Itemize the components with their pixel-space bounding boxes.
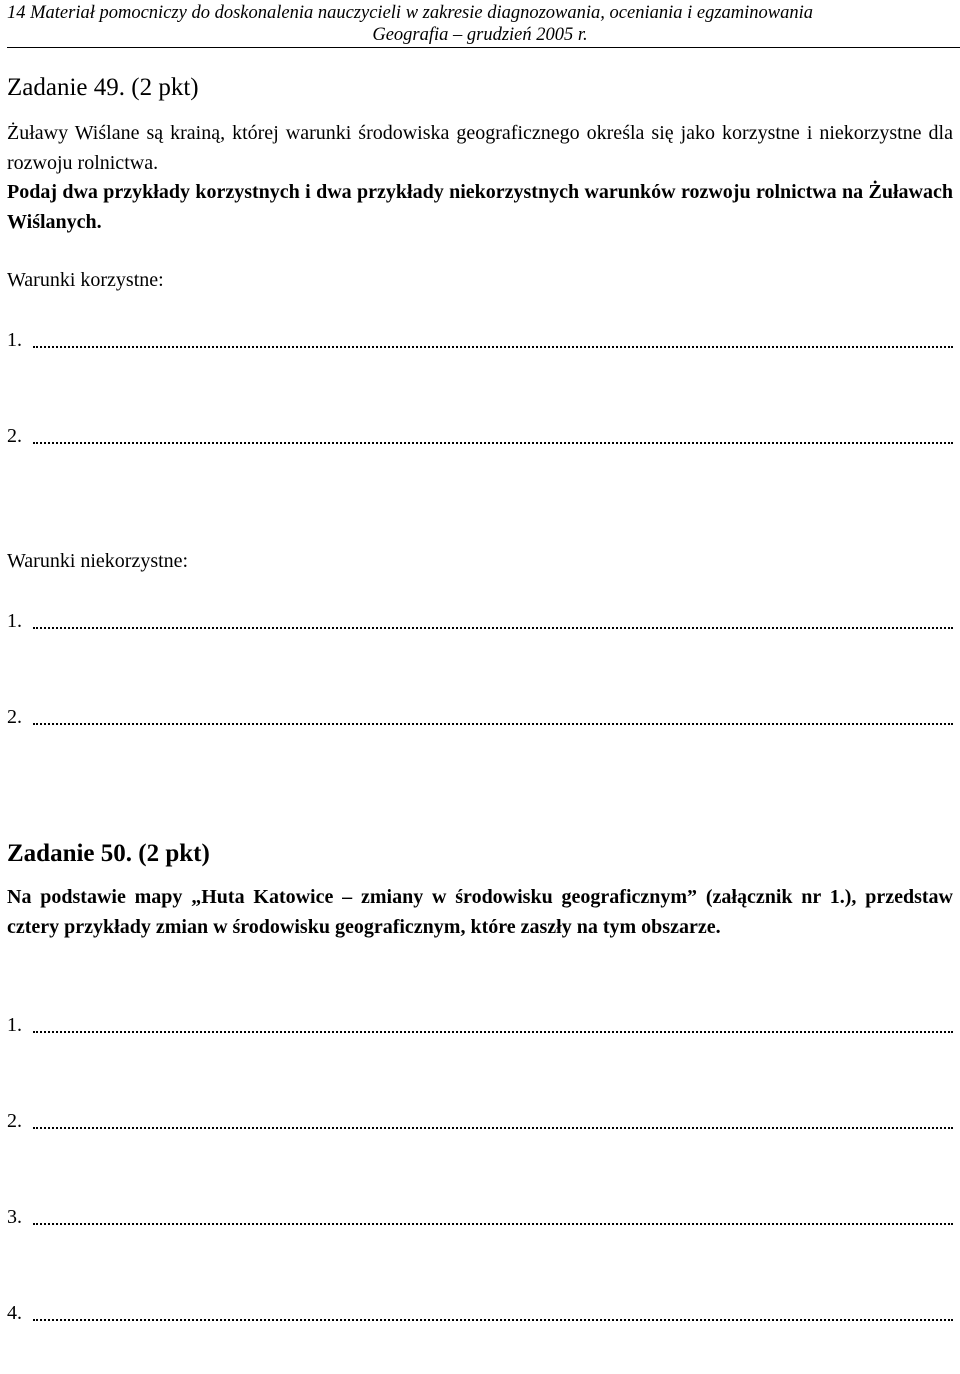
unfavorable-answer-2[interactable] [7, 705, 953, 729]
unfavorable-answer-1[interactable] [7, 609, 953, 633]
page-header [7, 0, 953, 46]
task-50-instruction: Na podstawie mapy „Huta Katowice – zmiany w środowisku geograficznym” (załącznik nr 1.), przedstaw cztery przykłady zmian w środowisku geograficznym, które zaszły na tym obszarze. [7, 886, 953, 938]
dotted-line [33, 346, 953, 348]
dotted-line [33, 627, 953, 629]
task-49-title: Zadanie 49. (2 pkt) [7, 74, 199, 101]
dotted-line [33, 723, 953, 725]
dotted-line [33, 1127, 953, 1129]
change-answer-4[interactable] [7, 1301, 953, 1325]
header-subtitle: Geografia – grudzień 2005 r. [372, 25, 588, 45]
answer-number: 2. [7, 425, 22, 447]
header-divider [7, 47, 960, 48]
answer-number: 1. [7, 1014, 22, 1036]
exam-page [7, 0, 953, 1324]
favorable-conditions-label: Warunki korzystne: [7, 269, 164, 291]
dotted-line [33, 1319, 953, 1321]
change-answer-2[interactable] [7, 1109, 953, 1133]
dotted-line [33, 442, 953, 444]
change-answer-1[interactable] [7, 1013, 953, 1037]
header-title: 14 Materiał pomocniczy do doskonalenia nauczycieli w zakresie diagnozowania, oceniania i egzaminowania [7, 3, 814, 23]
task-50-title: Zadanie 50. (2 pkt) [7, 840, 210, 867]
dotted-line [33, 1031, 953, 1033]
dotted-line [33, 1223, 953, 1225]
answer-number: 1. [7, 610, 22, 632]
task-49-intro: Żuławy Wiślane są krainą, której warunki środowiska geograficznego określa się jako korzystne i niekorzystne dla rozwoju rolnictwa. [7, 122, 953, 174]
unfavorable-conditions-label: Warunki niekorzystne: [7, 550, 189, 572]
answer-number: 2. [7, 706, 22, 728]
answer-number: 1. [7, 329, 22, 351]
answer-number: 4. [7, 1302, 22, 1324]
favorable-answer-1[interactable] [7, 328, 953, 352]
answer-number: 2. [7, 1110, 22, 1132]
task-49-instruction: Podaj dwa przykłady korzystnych i dwa przykłady niekorzystnych warunków rozwoju rolnictwa na Żuławach Wiślanych. [7, 181, 953, 233]
favorable-answer-2[interactable] [7, 424, 953, 448]
change-answer-3[interactable] [7, 1205, 953, 1229]
answer-number: 3. [7, 1206, 22, 1228]
